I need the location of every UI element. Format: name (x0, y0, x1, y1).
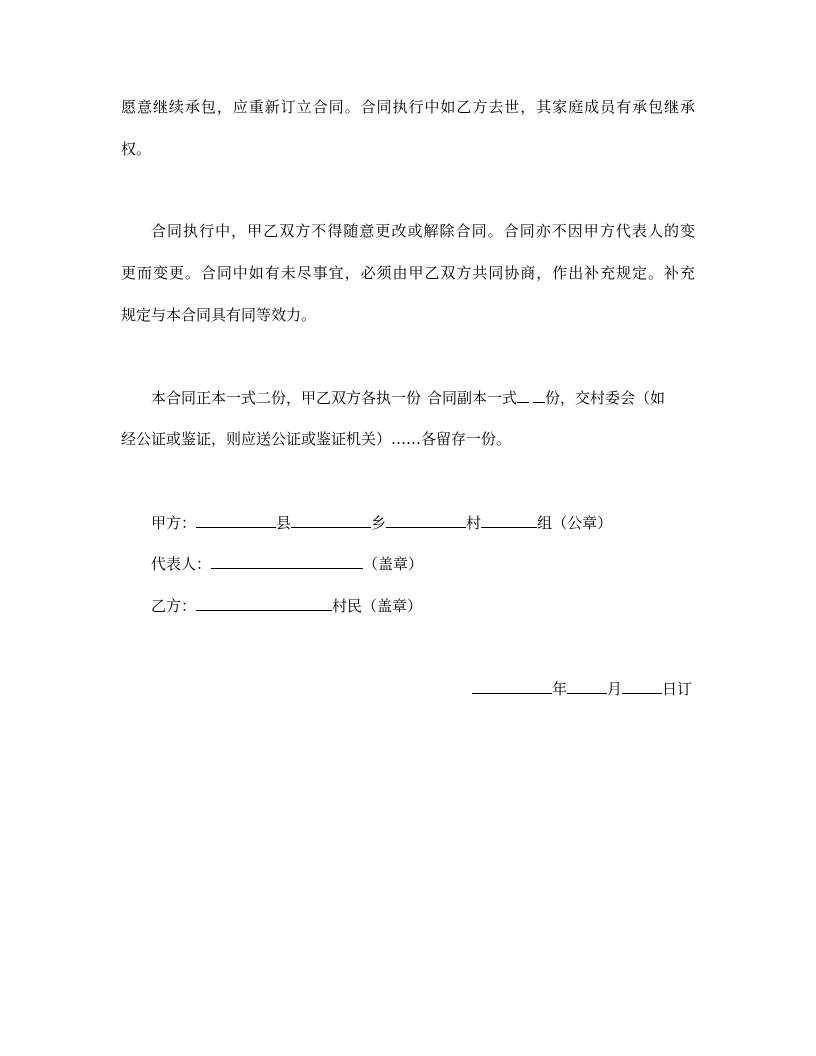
villager-seal-label: 村民（盖章） (332, 597, 423, 615)
paragraph-3-text-b: 合同副本一式 (427, 389, 518, 407)
party-a-line (151, 512, 612, 532)
group-blank (481, 512, 537, 528)
month-label: 月 (607, 680, 623, 698)
party-b-blank (196, 595, 332, 611)
representative-line (151, 553, 423, 573)
representative-seal-label: （盖章） (363, 555, 424, 573)
township-label: 乡 (371, 514, 387, 532)
village-label: 村 (466, 514, 482, 532)
county-blank (196, 512, 276, 528)
copies-blank-1 (517, 387, 529, 403)
paragraph-2-line-1: 合同执行中，甲乙双方不得随意更改或解除合同。合同亦不因甲方代表人的变 (151, 222, 695, 240)
day-blank (622, 678, 662, 694)
paragraph-3-text-a: 本合同正本一式二份，甲乙双方各执一份 (151, 389, 422, 407)
paragraph-2-line-2: 更而变更。合同中如有未尽事宜，必须由甲乙双方共同协商，作出补充规定。补充 (121, 264, 695, 282)
village-blank (386, 512, 466, 528)
year-blank (472, 678, 552, 694)
paragraph-1-line-2: 权。 (121, 140, 152, 158)
day-signed-label: 日订 (662, 680, 693, 698)
paragraph-2-line-3: 规定与本合同具有同等效力。 (121, 306, 317, 324)
party-b-line (151, 595, 422, 615)
year-label: 年 (552, 680, 568, 698)
date-line (472, 678, 692, 698)
township-blank (291, 512, 371, 528)
county-label: 县 (276, 514, 292, 532)
paragraph-1-line-1: 愿意继续承包，应重新订立合同。合同执行中如乙方去世，其家庭成员有承包继承 (121, 98, 695, 116)
paragraph-3-text-c: 份，交村委会（如 (545, 389, 666, 407)
group-seal-label: 组（公章） (537, 514, 613, 532)
month-blank (567, 678, 607, 694)
party-b-label: 乙方： (151, 597, 197, 615)
copies-blank-2 (533, 387, 545, 403)
paragraph-3-line-2: 经公证或鉴证，则应送公证或鉴证机关）……各留存一份。 (121, 430, 512, 448)
party-a-label: 甲方： (151, 514, 197, 532)
paragraph-3-line-1 (151, 387, 665, 407)
representative-label: 代表人： (151, 555, 212, 573)
representative-blank (211, 553, 363, 569)
